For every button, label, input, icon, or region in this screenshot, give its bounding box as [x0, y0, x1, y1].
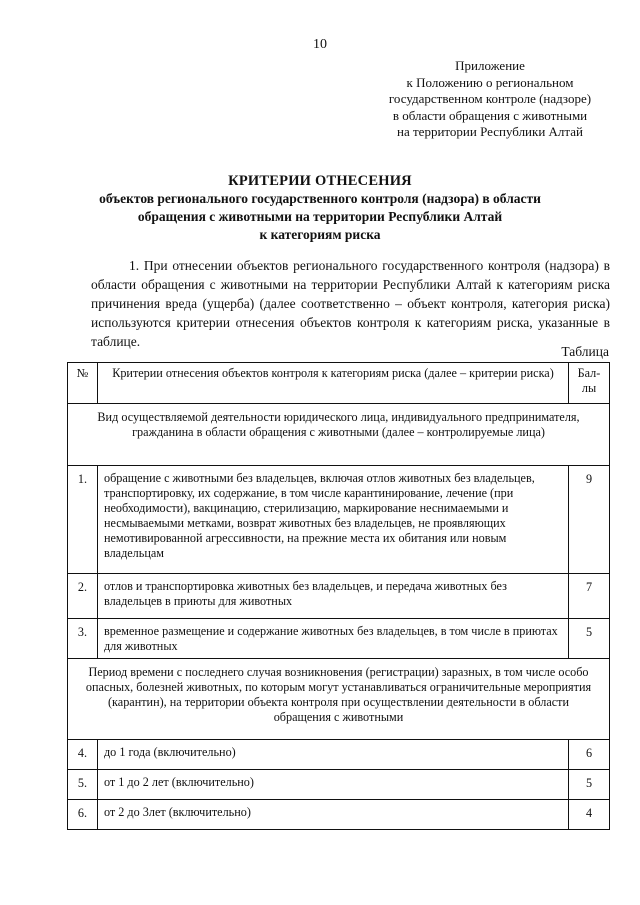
appendix-line: в области обращения с животными — [392, 107, 588, 123]
title-main: КРИТЕРИИ ОТНЕСЕНИЯ — [228, 173, 412, 189]
header-criteria: Критерии отнесения объектов контроля к категориям риска (далее – критерии риска) — [97, 363, 568, 404]
row-number: 2. — [68, 574, 98, 619]
table-row — [68, 770, 610, 800]
table-row — [68, 574, 610, 619]
criteria-table — [67, 362, 610, 830]
document-title — [60, 172, 580, 244]
title-line: обращения с животными на территории Республики Алтай — [137, 209, 503, 224]
section-row — [68, 404, 610, 466]
title-line: объектов регионального государственного контроля (надзора) в области — [99, 191, 541, 206]
intro-paragraph: 1. При отнесении объектов регионального государственного контроля (надзора) в области обращения с животными на территории Республики Алтай к категориям риска причинения вреда (ущерба) (далее соответственно – объект контроля, категория риска) используются критерии отнесения объектов контроля к категориям риска, указанные в таблице. — [91, 258, 610, 349]
row-number: 5. — [68, 770, 98, 800]
appendix-line: на территории Республики Алтай — [397, 124, 583, 139]
page-number: 10 — [313, 37, 327, 52]
title-line: к категориям риска — [259, 227, 381, 242]
table-row — [68, 619, 610, 659]
table-header-row — [68, 363, 610, 404]
table-row — [68, 800, 610, 830]
row-points: 7 — [569, 574, 610, 619]
section-heading: Вид осуществляемой деятельности юридического лица, индивидуального предпринимателя, гражданина в области обращения с животными (далее – контролируемые лица) — [68, 404, 610, 466]
appendix-note — [360, 58, 620, 141]
appendix-line: к Положению о региональном — [406, 74, 574, 90]
row-points: 4 — [569, 800, 610, 830]
row-criterion: от 1 до 2 лет (включительно) — [97, 770, 568, 800]
row-number: 4. — [68, 740, 98, 770]
appendix-line: государственном контроле (надзоре) — [388, 91, 592, 106]
header-points: Бал-лы — [569, 363, 610, 404]
row-criterion: обращение с животными без владельцев, включая отлов животных без владельцев, транспортировку, их содержание, в том числе карантинирование, лечение (при необходимости), вакцинацию, стерилизацию, маркирование неснимаемыми и несмываемыми метками, возврат животных без владельцев, не проявляющих немотивированной агрессивности, на прежние места их обитания или новым владельцам — [97, 466, 568, 574]
appendix-line: Приложение — [455, 58, 525, 73]
row-criterion: от 2 до 3лет (включительно) — [97, 800, 568, 830]
table-row — [68, 466, 610, 574]
section-row — [68, 659, 610, 740]
row-number: 1. — [68, 466, 98, 574]
row-points: 5 — [569, 619, 610, 659]
table-caption: Таблица — [561, 344, 609, 359]
row-points: 9 — [569, 466, 610, 574]
table-row — [68, 740, 610, 770]
row-points: 5 — [569, 770, 610, 800]
row-number: 3. — [68, 619, 98, 659]
row-criterion: временное размещение и содержание животных без владельцев, в том числе в приютах для животных — [97, 619, 568, 659]
header-num: № — [68, 363, 98, 404]
row-points: 6 — [569, 740, 610, 770]
row-criterion: отлов и транспортировка животных без владельцев, и передача животных без владельцев в приюты для животных — [97, 574, 568, 619]
section-heading: Период времени с последнего случая возникновения (регистрации) заразных, в том числе особо опасных, болезней животных, по которым могут устанавливаться ограничительные мероприятия (карантин), на территории объекта контроля при осуществлении деятельности в области обращения с животными — [68, 659, 610, 740]
row-criterion: до 1 года (включительно) — [97, 740, 568, 770]
row-number: 6. — [68, 800, 98, 830]
